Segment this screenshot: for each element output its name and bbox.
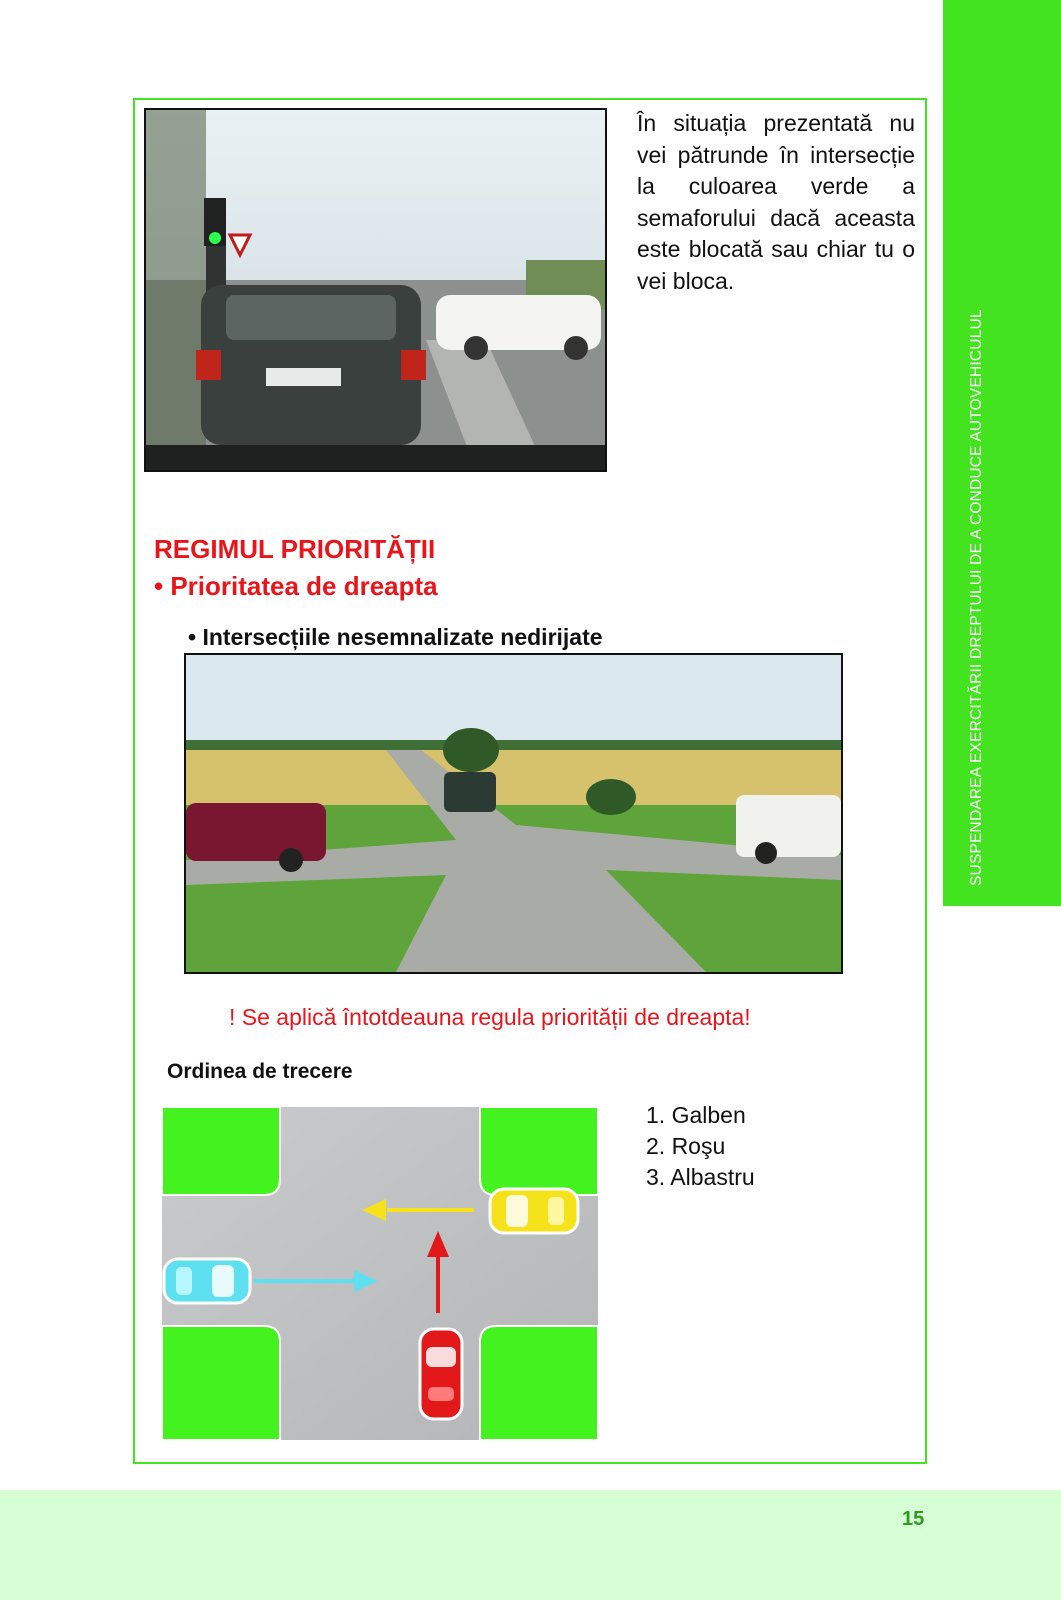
intersection-diagram xyxy=(162,1107,598,1440)
intersection-photo xyxy=(184,653,843,974)
footer-band xyxy=(0,1490,1061,1600)
red-car xyxy=(420,1329,462,1419)
page-number: 15 xyxy=(902,1508,925,1530)
traffic-light-photo xyxy=(144,108,607,472)
side-tab-text: SUSPENDAREA EXERCITĂRII DREPTULUI DE A CONDUCE AUTOVEHICULUL xyxy=(968,309,985,886)
priority-note: ! Se aplică întotdeauna regula priorității de dreapta! xyxy=(229,1004,751,1030)
side-tab xyxy=(943,0,1061,906)
blue-car xyxy=(164,1259,250,1303)
order-title: Ordinea de trecere xyxy=(167,1060,353,1083)
section-subheading: • Intersecțiile nesemnalizate nedirijate xyxy=(188,624,603,650)
order-item: 1. Galben xyxy=(646,1102,746,1128)
section-subtitle: • Prioritatea de dreapta xyxy=(154,571,438,601)
order-item: 2. Roşu xyxy=(646,1133,726,1159)
section-title: REGIMUL PRIORITĂȚII xyxy=(154,534,436,564)
order-item: 3. Albastru xyxy=(646,1164,755,1190)
intro-text: În situația prezentată nu vei pătrunde în intersecție la culoarea verde a semaforului dacă aceasta este blocată sau chiar tu o vei bloca. xyxy=(637,110,915,294)
yellow-car xyxy=(490,1189,578,1233)
order-list xyxy=(646,1100,755,1193)
